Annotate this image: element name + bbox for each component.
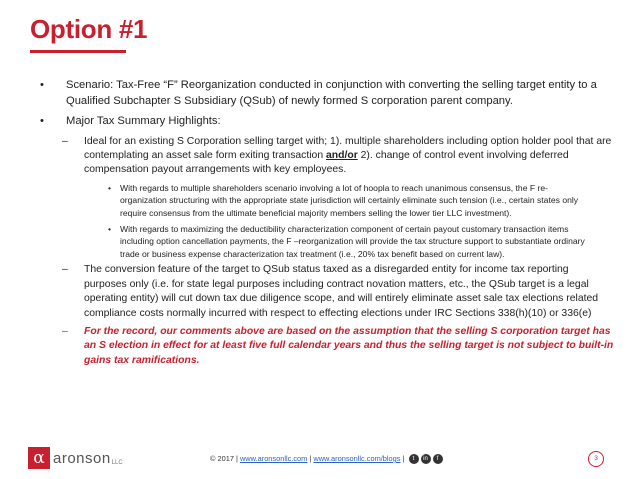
- dash-marker: –: [62, 264, 68, 276]
- bullet-marker: •: [108, 223, 112, 234]
- sub-sub-bullet-shareholders: [108, 182, 590, 220]
- bullet-marker: •: [108, 182, 112, 193]
- bullet-scenario: [40, 78, 614, 109]
- logo-llc: LLC: [111, 460, 123, 466]
- bullet-marker: •: [40, 115, 44, 127]
- sub-bullet-text: For the record, our comments above are based on the assumption that the selling S corporation target has an S election in effect for at least five full calendar years and thus the selling target is not subject to built-in gains tax ramifications.: [84, 325, 614, 366]
- bullet-text: Scenario: Tax-Free “F” Reorganization conducted in conjunction with converting the selling target entity to a Qualified Subchapter S Subsidiary (QSub) of newly formed S corporation parent company.: [66, 79, 597, 107]
- sub-bullet-conversion: [62, 263, 614, 321]
- copyright-text: © 2017 |: [210, 454, 240, 463]
- aronson-logo: [28, 446, 123, 470]
- linkedin-icon[interactable]: in: [421, 454, 431, 464]
- footer-separator: |: [307, 454, 314, 463]
- logo-wordmark: aronson: [53, 449, 111, 467]
- page-number: 3: [588, 451, 604, 467]
- bullet-text: Major Tax Summary Highlights:: [66, 115, 221, 127]
- sub-bullet-text: The conversion feature of the target to QSub status taxed as a disregarded entity for income tax reporting purposes only (i.e. for state legal purposes including contract novation matters, etc., the QSub target is a legal operating entity) will cut down tax due diligence scope, and will entirely eliminate asset sale tax elections related compliance costs normally incurred with respect to effecting elections under IRC Sections 338(h)(10) or 336(e): [84, 264, 599, 319]
- sub-sub-bullet-text: With regards to multiple shareholders scenario involving a lot of hoopla to reach unanimous consensus, the F re-organization structuring with the appropriate state jurisdiction will certainly eliminate such tension (i.e., certain states only require consensus from the ultimate beneficial majority members selling the lower tier LLC investment).: [120, 182, 579, 218]
- sub-sub-bullet-text: With regards to maximizing the deductibility characterization component of certain payout customary transaction items including option cancellation payments, the F –reorganization will provide the tax structure support to substantiate ordinary trade or business expense characterization tax treatment (i.e., 20% tax benefit based on current law).: [120, 223, 585, 259]
- emphasized-and-or: and/or: [326, 149, 358, 161]
- footer-links: [210, 454, 443, 464]
- blogs-link[interactable]: www.aronsonllc.com/blogs: [313, 454, 401, 463]
- bullet-marker: •: [40, 79, 44, 91]
- page-title: Option #1: [30, 14, 148, 44]
- sub-bullet-ideal: [62, 135, 614, 178]
- slide-body: [0, 78, 638, 372]
- dash-marker: –: [62, 135, 68, 147]
- sub-sub-bullet-deductibility: [108, 223, 590, 261]
- dash-marker: –: [62, 325, 68, 337]
- bullet-highlights: [40, 114, 614, 130]
- facebook-icon[interactable]: f: [433, 454, 443, 464]
- sub-bullet-text-end: 2). change of control event involving deferred compensation payout arrangements with key employees.: [84, 149, 569, 176]
- social-icons: [409, 454, 443, 464]
- website-link[interactable]: www.aronsonllc.com: [239, 454, 308, 463]
- footer-separator: |: [400, 454, 405, 463]
- sub-bullet-text-start: Ideal for an existing S Corporation selling target with; 1). multiple shareholders including option holder pool that are contemplating an asset sale form exiting transaction: [84, 135, 612, 161]
- sub-bullet-record-note: [62, 325, 614, 368]
- title-underline: [30, 50, 126, 53]
- alpha-logo-mark: α: [28, 447, 50, 469]
- twitter-icon[interactable]: t: [409, 454, 419, 464]
- footer: [0, 446, 638, 476]
